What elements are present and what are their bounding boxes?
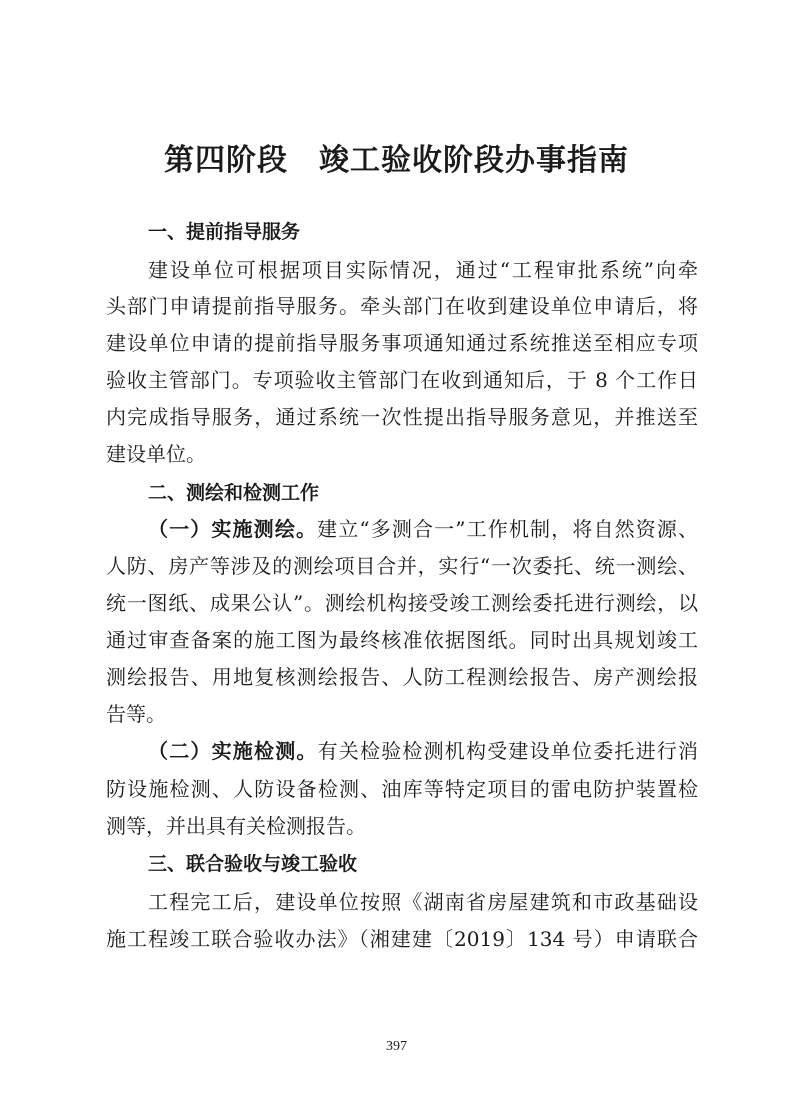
- paragraph-line: [148, 737, 698, 765]
- paragraph-line: 告等。: [106, 702, 166, 726]
- paragraph-line: 施工程竣工联合验收办法》（湘建建〔2019〕134 号）申请联合: [106, 927, 698, 951]
- paragraph-line: 工程完工后，建设单位按照《湖南省房屋建筑和市政基础设: [148, 890, 698, 914]
- paragraph-line: 统一图纸、成果公认”。测绘机构接受竣工测绘委托进行测绘，以: [106, 591, 698, 615]
- paragraph-line: [148, 515, 698, 543]
- subsection-label-2: （二）实施检测。: [148, 739, 318, 763]
- paragraph-line: 测等，并出具有关检测报告。: [106, 814, 366, 838]
- page-number: 397: [386, 1039, 407, 1054]
- paragraph-line: 人防、房产等涉及的测绘项目合并，实行“一次委托、统一测绘、: [106, 554, 698, 578]
- paragraph-line: 建设单位申请的提前指导服务事项通知通过系统推送至相应专项: [106, 331, 698, 355]
- subsection-text: 有关检验检测机构受建设单位委托进行消: [317, 739, 699, 763]
- paragraph-line: 验收主管部门。专项验收主管部门在收到通知后，于 8 个工作日: [106, 368, 698, 392]
- paragraph-line: 测绘报告、用地复核测绘报告、人防工程测绘报告、房产测绘报: [106, 665, 698, 689]
- page-title: 第四阶段 竣工验收阶段办事指南: [164, 143, 629, 178]
- subsection-text: 建立“多测合一”工作机制，将自然资源、: [317, 517, 698, 541]
- paragraph-line: 防设施检测、人防设备检测、油库等特定项目的雷电防护装置检: [106, 777, 698, 801]
- paragraph-line: 建设单位。: [106, 442, 206, 466]
- section-heading-3: 三、联合验收与竣工验收: [148, 853, 358, 875]
- paragraph-line: 内完成指导服务，通过系统一次性提出指导服务意见，并推送至: [106, 405, 698, 429]
- paragraph-line: 建设单位可根据项目实际情况，通过“工程审批系统”向牵: [148, 258, 698, 282]
- paragraph-line: 通过审查备案的施工图为最终核准依据图纸。同时出具规划竣工: [106, 628, 698, 652]
- section-heading-1: 一、提前指导服务: [148, 221, 301, 243]
- section-heading-2: 二、测绘和检测工作: [148, 482, 320, 504]
- subsection-label-1: （一）实施测绘。: [148, 517, 318, 541]
- paragraph-line: 头部门申请提前指导服务。牵头部门在收到建设单位申请后，将: [106, 294, 698, 318]
